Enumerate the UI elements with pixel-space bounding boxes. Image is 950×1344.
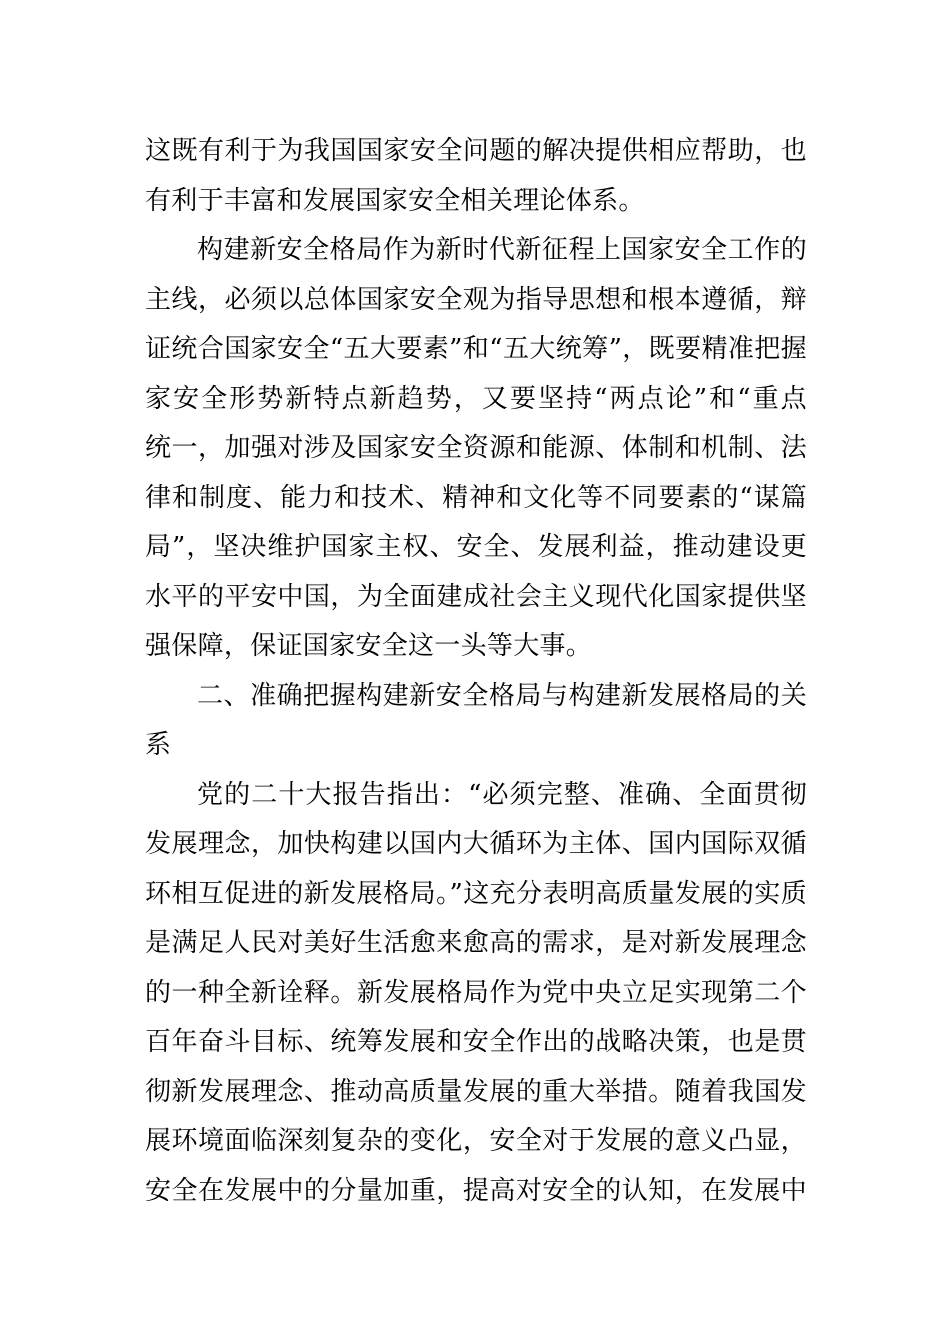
text-line: 百年奋斗目标、统筹发展和安全作出的战略决策，也是贯 <box>145 1027 807 1057</box>
text-line: 主线，必须以总体国家安全观为指导思想和根本遵循，辩 <box>145 284 807 315</box>
text-line: 安全在发展中的分量加重，提高对安全的认知，在发展中 <box>145 1175 807 1206</box>
text-line: 统一，加强对涉及国家安全资源和能源、体制和机制、法 <box>145 433 807 463</box>
text-line: 水平的平安中国，为全面建成社会主义现代化国家提供坚 <box>145 581 807 612</box>
text-line: 是满足人民对美好生活愈来愈高的需求，是对新发展理念 <box>145 928 807 958</box>
text-line: 有利于丰富和发展国家安全相关理论体系。 <box>145 185 645 216</box>
body-text <box>145 127 807 1216</box>
text-line: 发展理念，加快构建以国内大循环为主体、国内国际双循 <box>145 829 807 859</box>
text-line: 局”，坚决维护国家主权、安全、发展利益，推动建设更 <box>145 532 807 562</box>
text-line: 环相互促进的新发展格局。”这充分表明高质量发展的实质 <box>145 878 807 909</box>
text-line: 展环境面临深刻复杂的变化，安全对于发展的意义凸显， <box>145 1126 807 1156</box>
paragraph-first-line: 党的二十大报告指出：“必须完整、准确、全面贯彻 <box>197 779 807 810</box>
text-line: 这既有利于为我国国家安全问题的解决提供相应帮助，也 <box>145 136 807 166</box>
text-line: 强保障，保证国家安全这一头等大事。 <box>145 631 593 661</box>
text-line: 家安全形势新特点新趋势，又要坚持“两点论”和“重点 <box>145 383 807 414</box>
text-line: 证统合国家安全“五大要素”和“五大统筹”，既要精准把握 <box>145 334 807 364</box>
paragraph-first-line: 构建新安全格局作为新时代新征程上国家安全工作的 <box>197 235 807 265</box>
text-line: 的一种全新诠释。新发展格局作为党中央立足实现第二个 <box>145 977 807 1008</box>
text-line: 律和制度、能力和技术、精神和文化等不同要素的“谋篇 <box>145 482 807 513</box>
text-line: 彻新发展理念、推动高质量发展的重大举措。随着我国发 <box>145 1076 807 1107</box>
paragraph-first-line: 二、准确把握构建新安全格局与构建新发展格局的关 <box>197 680 807 711</box>
text-line: 系 <box>145 730 172 760</box>
